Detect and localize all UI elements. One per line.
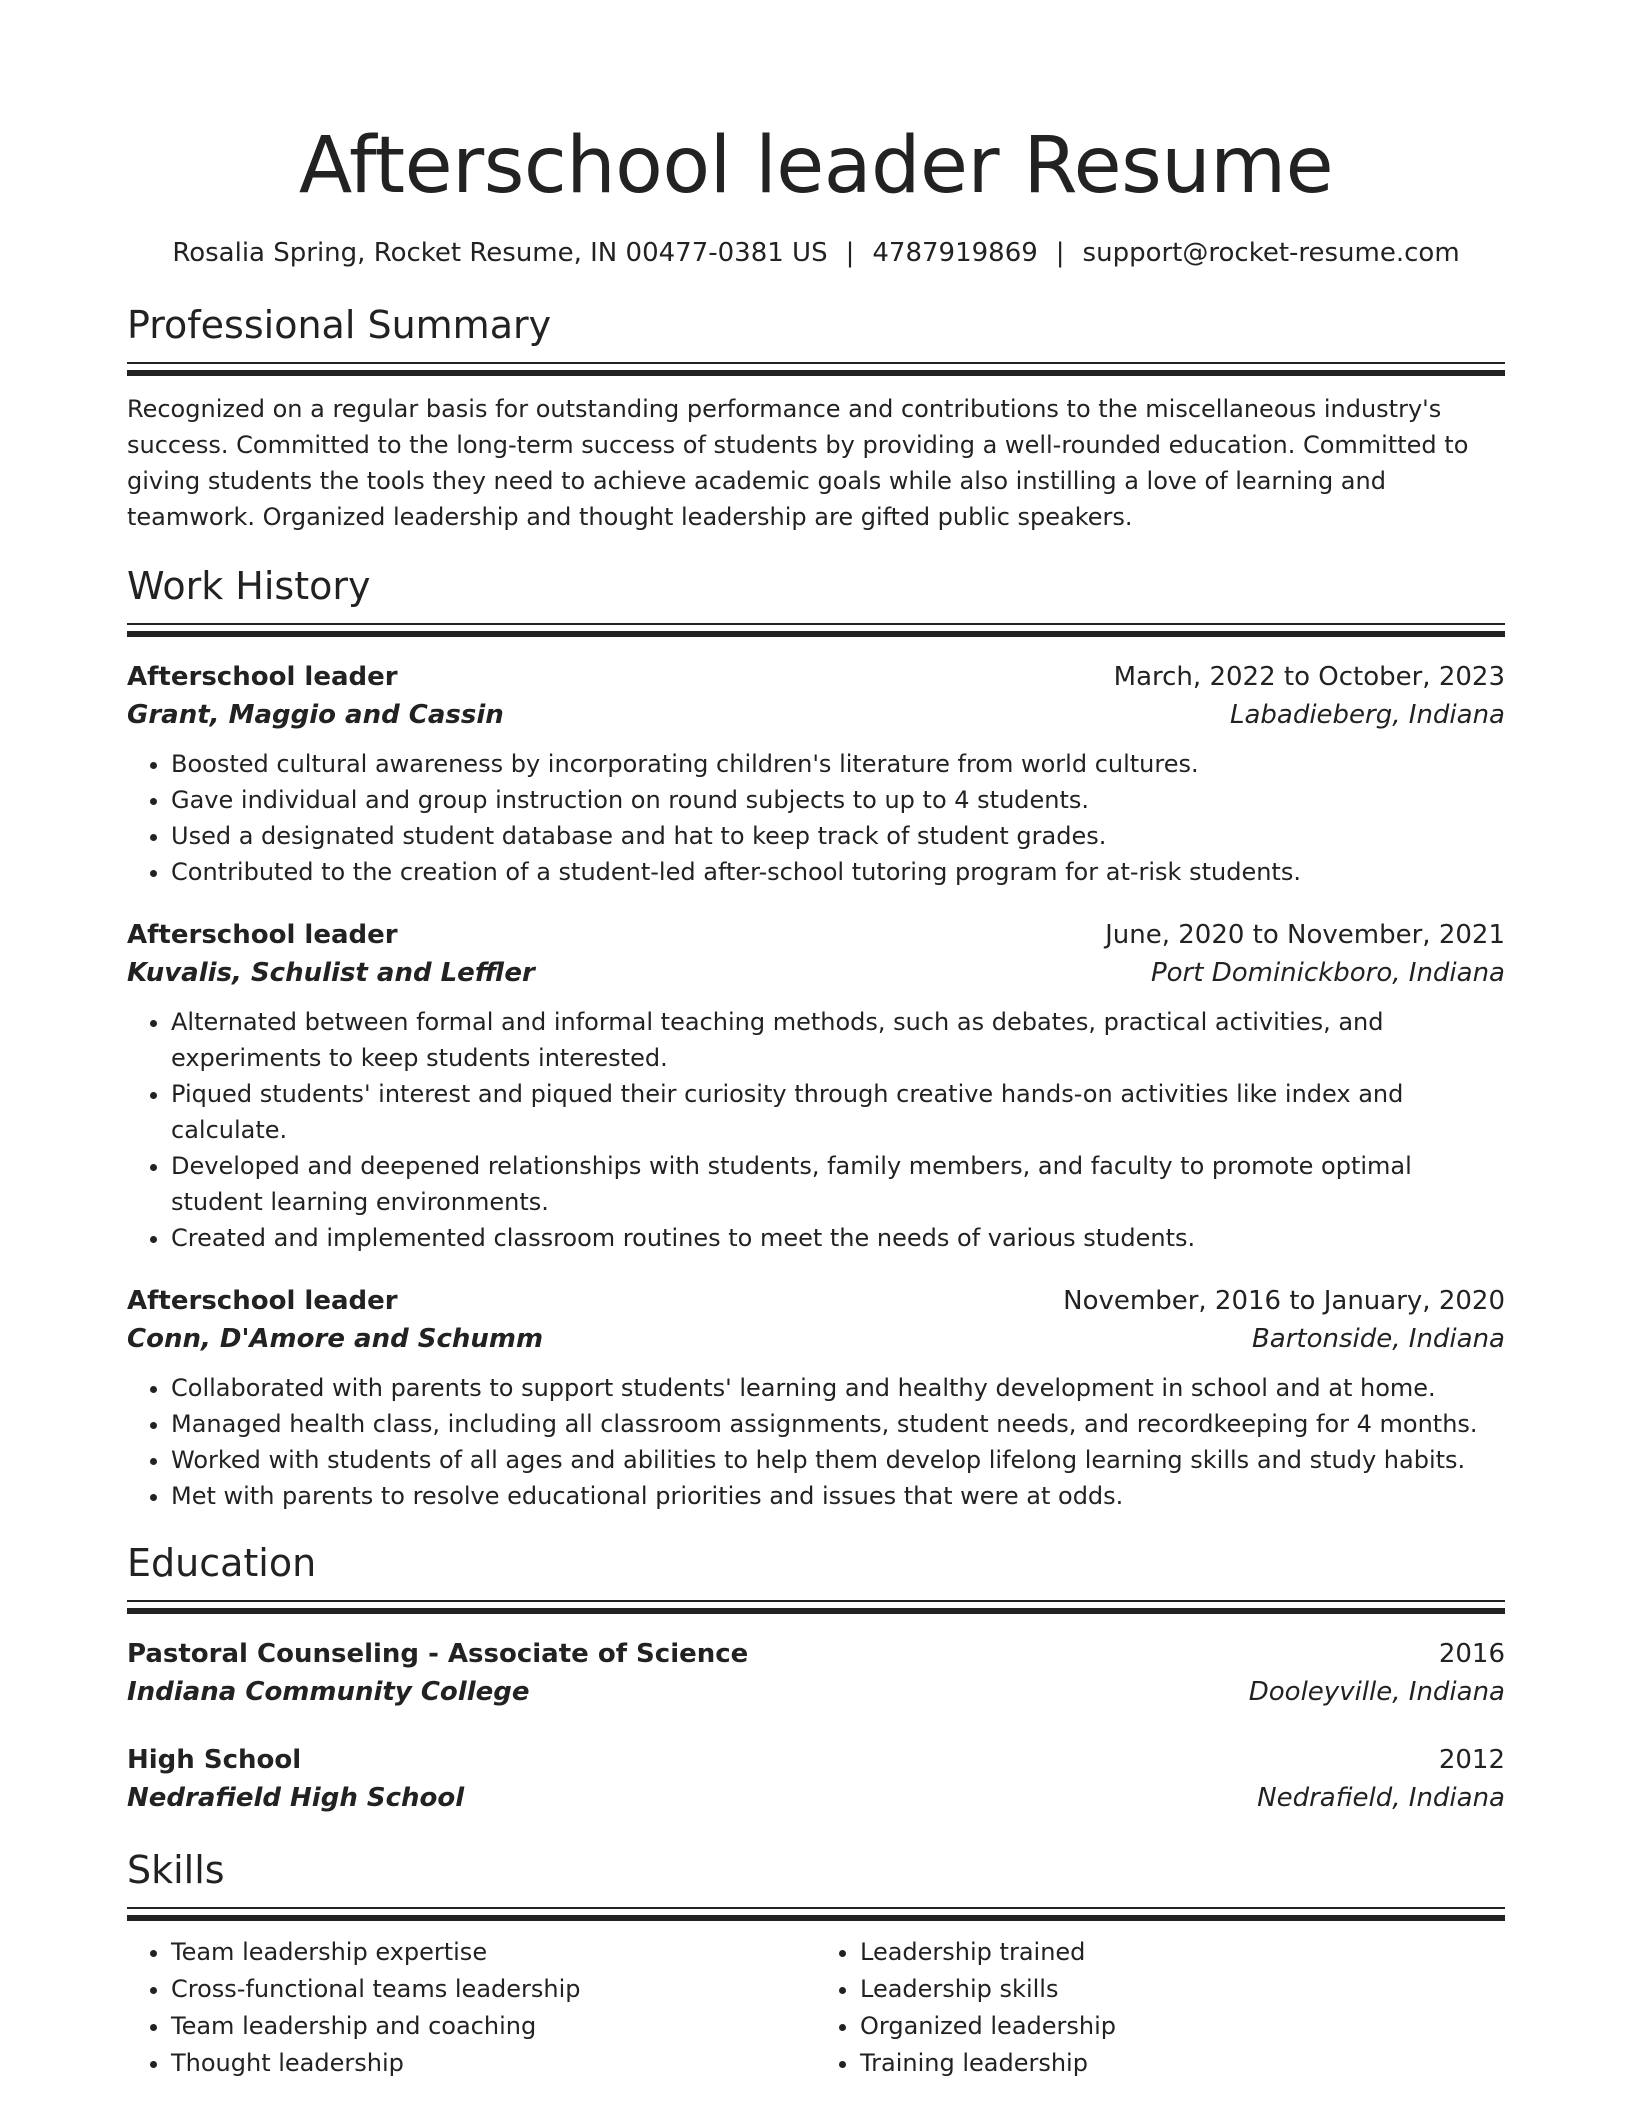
education-entry xyxy=(127,1741,1505,1817)
job-bullet: • Used a designated student database and hat to keep track of student grades. xyxy=(171,818,1505,854)
job-bullet: • Contributed to the creation of a student-led after-school tutoring program for at-risk students. xyxy=(171,854,1505,890)
job-bullet: • Created and implemented classroom routines to meet the needs of various students. xyxy=(171,1220,1505,1256)
skill-item: • Team leadership and coaching xyxy=(171,2008,816,2045)
job-title: Afterschool leader xyxy=(127,1286,398,1316)
skill-item: • Leadership skills xyxy=(860,1971,1505,2008)
job-subheader xyxy=(127,696,1505,734)
education-subheader xyxy=(127,1779,1505,1817)
contact-separator: | xyxy=(845,238,855,268)
education-year: 2016 xyxy=(1438,1639,1505,1669)
work-history-section xyxy=(127,561,1505,1514)
job-company: Grant, Maggio and Cassin xyxy=(127,700,504,730)
education-degree: Pastoral Counseling - Associate of Science xyxy=(127,1639,749,1669)
section-title-summary: Professional Summary xyxy=(127,303,552,347)
job-bullet: • Collaborated with parents to support students' learning and healthy development in school and at home. xyxy=(171,1370,1505,1406)
job-dates: March, 2022 to October, 2023 xyxy=(1113,662,1505,692)
contact-phone: 4787919869 xyxy=(872,238,1038,268)
skill-item: • Thought leadership xyxy=(171,2045,816,2082)
job-dates: June, 2020 to November, 2021 xyxy=(1105,920,1505,950)
job-bullets xyxy=(127,746,1505,890)
skill-item: • Cross-functional teams leadership xyxy=(171,1971,816,2008)
job-bullets xyxy=(127,1004,1505,1256)
education-school: Nedrafield High School xyxy=(127,1783,465,1813)
section-divider xyxy=(127,362,1505,377)
education-header xyxy=(127,1741,1505,1779)
section-title-work-history: Work History xyxy=(127,564,371,608)
section-title-education: Education xyxy=(127,1541,317,1585)
education-location: Nedrafield, Indiana xyxy=(1257,1783,1505,1813)
job-bullet: • Alternated between formal and informal teaching methods, such as debates, practical activities, and experiments to keep students interested. xyxy=(171,1004,1505,1076)
section-divider xyxy=(127,623,1505,638)
education-section xyxy=(127,1538,1505,1817)
skills-section xyxy=(127,1845,1505,2082)
resume-title: Afterschool leader Resume xyxy=(298,121,1334,211)
job-entry xyxy=(127,1282,1505,1514)
job-bullet: • Boosted cultural awareness by incorporating children's literature from world cultures. xyxy=(171,746,1505,782)
job-title: Afterschool leader xyxy=(127,920,398,950)
skills-list-left xyxy=(127,1934,816,2082)
job-bullet: • Met with parents to resolve educational priorities and issues that were at odds. xyxy=(171,1478,1505,1514)
job-subheader xyxy=(127,1320,1505,1358)
job-bullet: • Worked with students of all ages and abilities to help them develop lifelong learning skills and study habits. xyxy=(171,1442,1505,1478)
contact-separator: | xyxy=(1055,238,1065,268)
education-header xyxy=(127,1635,1505,1673)
skills-columns xyxy=(127,1934,1505,2082)
skill-item: • Leadership trained xyxy=(860,1934,1505,1971)
job-header xyxy=(127,658,1505,696)
job-bullet: • Developed and deepened relationships with students, family members, and faculty to promote optimal student learning environments. xyxy=(171,1148,1505,1220)
job-bullet: • Gave individual and group instruction on round subjects to up to 4 students. xyxy=(171,782,1505,818)
section-divider xyxy=(127,1600,1505,1615)
job-bullets xyxy=(127,1370,1505,1514)
section-divider xyxy=(127,1907,1505,1922)
education-subheader xyxy=(127,1673,1505,1711)
summary-text: Recognized on a regular basis for outstanding performance and contributions to the miscellaneous industry's success. Committed to the long-term success of students by providing a well-rounded education. Committed to giving students the tools they need to achieve academic goals while also instilling a love of learning and teamwork. Organized leadership and thought leadership are gifted public speakers. xyxy=(127,395,1469,531)
skill-item: • Training leadership xyxy=(860,2045,1505,2082)
job-header xyxy=(127,1282,1505,1320)
job-subheader xyxy=(127,954,1505,992)
contact-line xyxy=(127,236,1505,270)
job-location: Bartonside, Indiana xyxy=(1251,1324,1505,1354)
skills-list-right xyxy=(816,1934,1505,2082)
education-degree: High School xyxy=(127,1745,302,1775)
job-location: Labadieberg, Indiana xyxy=(1229,700,1505,730)
education-school: Indiana Community College xyxy=(127,1677,530,1707)
job-bullet: • Managed health class, including all classroom assignments, student needs, and recordkeeping for 4 months. xyxy=(171,1406,1505,1442)
job-entry xyxy=(127,658,1505,890)
job-bullet: • Piqued students' interest and piqued their curiosity through creative hands-on activities like index and calculate. xyxy=(171,1076,1505,1148)
job-dates: November, 2016 to January, 2020 xyxy=(1063,1286,1505,1316)
skill-item: • Team leadership expertise xyxy=(171,1934,816,1971)
summary-section xyxy=(127,300,1505,535)
education-location: Dooleyville, Indiana xyxy=(1248,1677,1505,1707)
contact-address: Rosalia Spring, Rocket Resume, IN 00477-0381 US xyxy=(172,238,828,268)
job-location: Port Dominickboro, Indiana xyxy=(1150,958,1505,988)
job-title: Afterschool leader xyxy=(127,662,398,692)
education-entry xyxy=(127,1635,1505,1711)
job-company: Conn, D'Amore and Schumm xyxy=(127,1324,544,1354)
education-year: 2012 xyxy=(1438,1745,1505,1775)
section-title-skills: Skills xyxy=(127,1848,225,1892)
job-company: Kuvalis, Schulist and Leffler xyxy=(127,958,535,988)
skill-item: • Organized leadership xyxy=(860,2008,1505,2045)
job-header xyxy=(127,916,1505,954)
job-entry xyxy=(127,916,1505,1256)
contact-email: support@rocket-resume.com xyxy=(1082,238,1460,268)
